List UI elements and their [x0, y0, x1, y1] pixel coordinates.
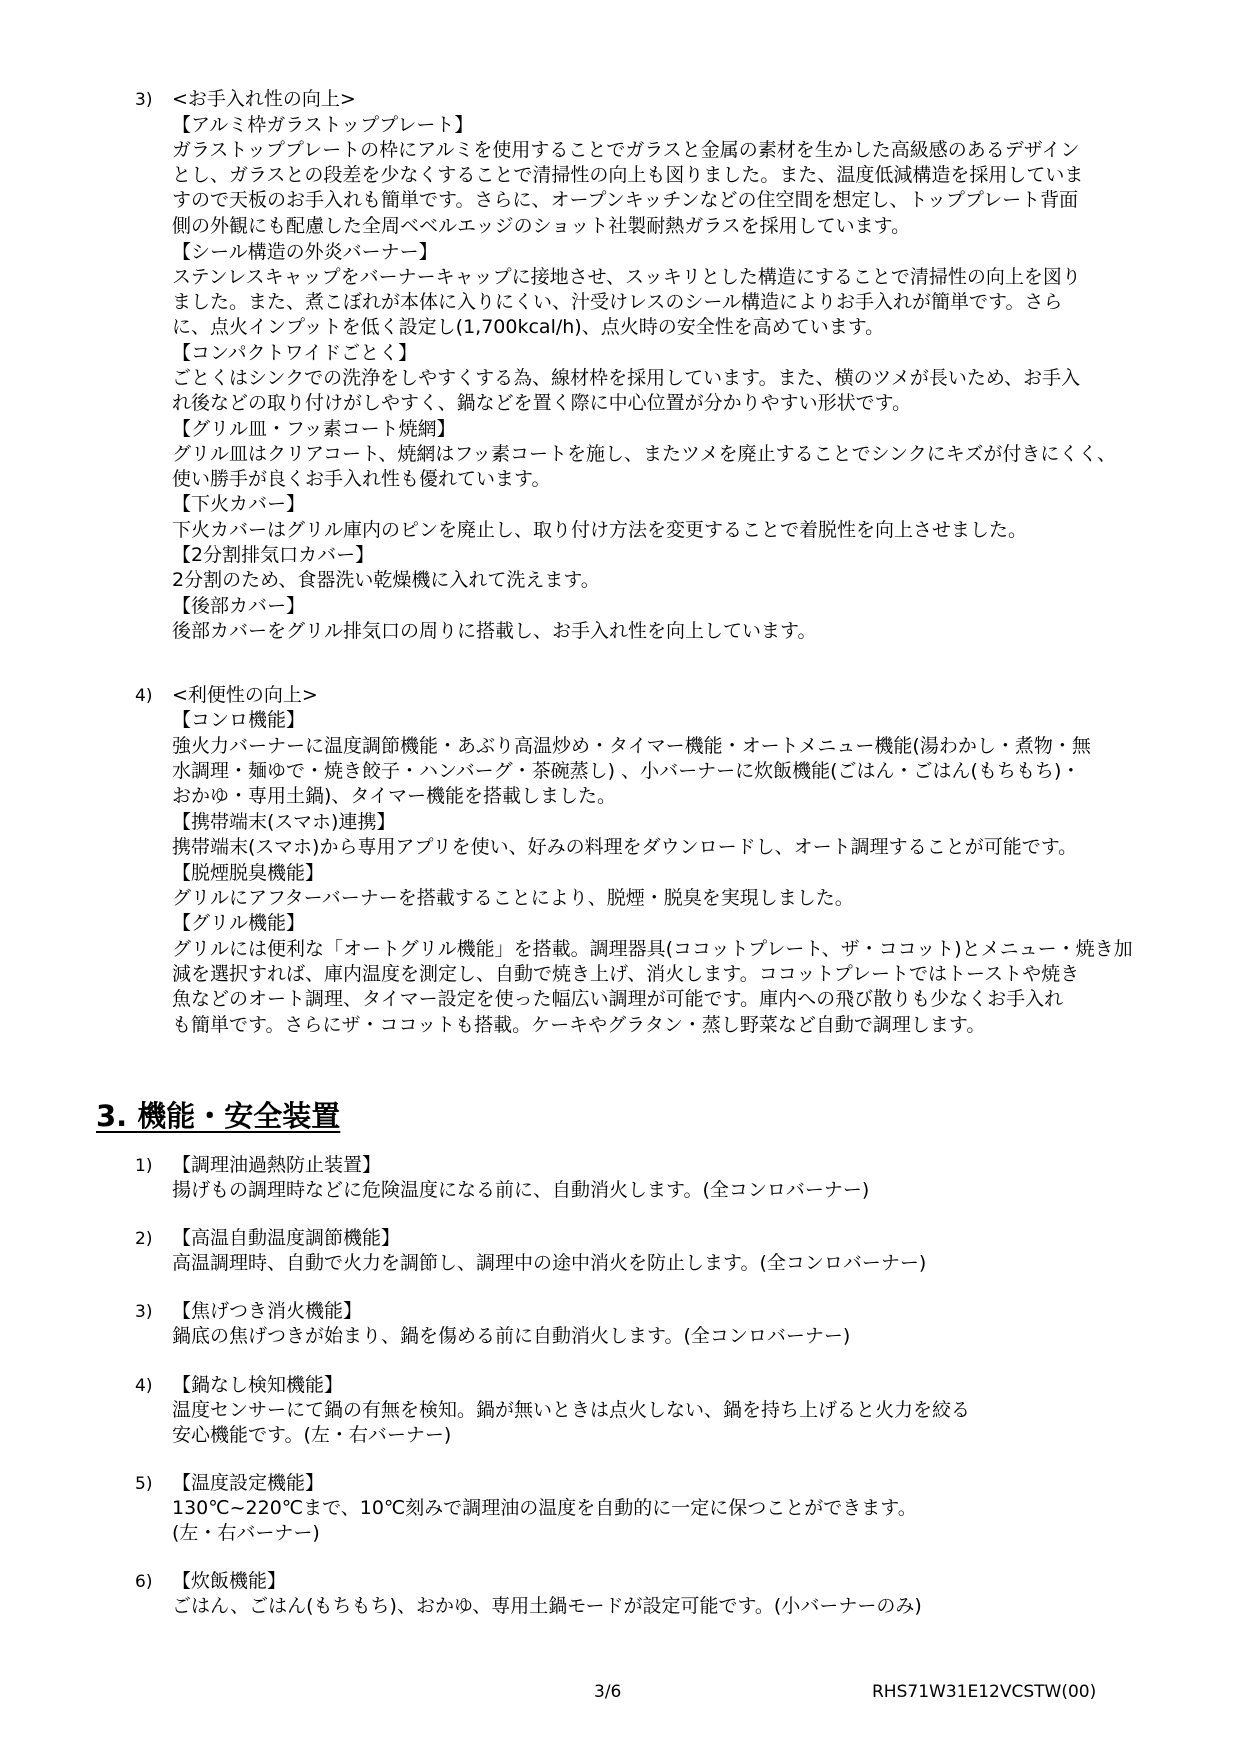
text-line: ました。また、煮こぼれが本体に入りにくい、汁受けレスのシール構造によりお手入れが簡単です。さら: [172, 291, 1063, 314]
feature-title: 【温度設定機能】: [172, 1472, 325, 1494]
text-line: 安心機能です。(左・右バーナー): [172, 1424, 452, 1447]
text-line: ごとくはシンクでの洗浄をしやすくする為、線材枠を採用しています。また、横のツメが長いため、お手入: [172, 367, 1081, 389]
text-line: 携帯端末(スマホ)から専用アプリを使い、好みの料理をダウンロードし、オート調理することが可能です。: [172, 836, 1078, 858]
text-line: グリル皿はクリアコート、焼網はフッ素コートを施し、またツメを廃止することでシンクにキズが付きにくく、: [172, 443, 1117, 465]
document-code: RHS71W31E12VCSTW(00): [872, 1682, 1097, 1702]
subheading: 【グリル皿・フッ素コート焼網】: [172, 418, 456, 440]
text-line: 2分割のため、食器洗い乾燥機に入れて洗えます。: [172, 569, 600, 591]
text-line: 魚などのオート調理、タイマー設定を使った幅広い調理が可能です。庫内への飛び散りも少なくお手入れ: [172, 988, 1064, 1011]
paragraph: [172, 1398, 1182, 1448]
item-number: 5): [135, 1474, 153, 1494]
text-line: とし、ガラスとの段差を少なくすることで清掃性の向上も図りました。また、温度低減構造を採用していま: [172, 164, 1084, 187]
feature-title: 【高温自動温度調節機能】: [172, 1227, 401, 1249]
paragraph: [172, 138, 1182, 239]
text-line: に、点火インプットを低く設定し(1,700kcal/h)、点火時の安全性を高めています。: [172, 316, 885, 339]
text-line: も簡単です。さらにザ・ココットも搭載。ケーキやグラタン・蒸し野菜など自動で調理します。: [172, 1013, 986, 1036]
paragraph: [172, 1324, 1182, 1349]
paragraph: [172, 1594, 1182, 1619]
feature-title: 【焦げつき消火機能】: [172, 1300, 363, 1322]
subheading: 【コンロ機能】: [172, 709, 306, 731]
text-line: ガラストッププレートの枠にアルミを使用することでガラスと金属の素材を生かした高級感のあるデザイン: [172, 139, 1080, 161]
item-number: 3): [135, 90, 153, 110]
text-line: 使い勝手が良くお手入れ性も優れています。: [172, 468, 551, 491]
subheading: 【シール構造の外炎バーナー】: [172, 241, 438, 263]
item-number: 1): [135, 1156, 153, 1176]
paragraph: [172, 518, 1182, 543]
text-line: 下火カバーはグリル庫内のピンを廃止し、取り付け方法を変更することで着脱性を向上させました。: [172, 519, 1028, 541]
paragraph: [172, 1251, 1182, 1276]
paragraph: [172, 1178, 1182, 1203]
paragraph: [172, 937, 1182, 1038]
item-number: 3): [135, 1302, 153, 1322]
item-number: 6): [135, 1572, 153, 1592]
paragraph: [172, 734, 1182, 810]
subheading: 【コンパクトワイドごとく】: [172, 342, 418, 364]
feature-title: 【鍋なし検知機能】: [172, 1374, 344, 1396]
text-line: 温度センサーにて鍋の有無を検知。鍋が無いときは点火しない、鍋を持ち上げると火力を絞る: [172, 1399, 971, 1421]
text-line: グリルには便利な「オートグリル機能」を搭載。調理器具(ココットプレート、ザ・ココット)とメニュー・焼き加: [172, 938, 1133, 960]
paragraph: [172, 442, 1182, 492]
section-heading: 3. 機能・安全装置: [96, 1099, 341, 1133]
subheading: 【後部カバー】: [172, 595, 306, 617]
section-title: <利便性の向上>: [172, 684, 318, 706]
text-line: ごはん、ごはん(もちもち)、おかゆ、専用土鍋モードが設定可能です。(小バーナーのみ): [172, 1595, 922, 1617]
paragraph: [172, 568, 1182, 593]
text-line: おかゆ・専用土鍋)、タイマー機能を搭載しました。: [172, 785, 617, 808]
text-line: 高温調理時、自動で火力を調節し、調理中の途中消火を防止します。(全コンロバーナー): [172, 1252, 927, 1274]
text-line: 130℃~220℃まで、10℃刻みで調理油の温度を自動的に一定に保つことができます。: [172, 1497, 917, 1519]
section-title: <お手入れ性の向上>: [172, 88, 356, 110]
text-line: 水調理・麺ゆで・焼き餃子・ハンバーグ・茶碗蒸し) 、小バーナーに炊飯機能(ごはん・ごはん(もちもち)・: [172, 760, 1081, 783]
text-line: 揚げもの調理時などに危険温度になる前に、自動消火します。(全コンロバーナー): [172, 1179, 870, 1201]
text-line: 側の外観にも配慮した全周ベベルエッジのショット社製耐熱ガラスを採用しています。: [172, 214, 911, 237]
text-line: れ後などの取り付けがしやすく、鍋などを置く際に中心位置が分かりやすい形状です。: [172, 392, 912, 415]
text-line: 後部カバーをグリル排気口の周りに搭載し、お手入れ性を向上しています。: [172, 620, 817, 642]
feature-title: 【調理油過熱防止装置】: [172, 1154, 382, 1176]
text-line: すので天板のお手入れも簡単です。さらに、オープンキッチンなどの住空間を想定し、トッププレート背面: [172, 189, 1079, 212]
text-line: 鍋底の焦げつきが始まり、鍋を傷める前に自動消火します。(全コンロバーナー): [172, 1325, 851, 1347]
paragraph: [172, 886, 1182, 911]
feature-title: 【炊飯機能】: [172, 1570, 287, 1592]
text-line: 強火力バーナーに温度調節機能・あぶり高温炒め・タイマー機能・オートメニュー機能(湯わかし・煮物・無: [172, 735, 1091, 757]
text-line: グリルにアフターバーナーを搭載することにより、脱煙・脱臭を実現しました。: [172, 887, 854, 909]
subheading: 【下火カバー】: [172, 493, 306, 515]
paragraph: [172, 1496, 1182, 1546]
subheading: 【脱煙脱臭機能】: [172, 862, 325, 884]
item-number: 2): [135, 1229, 153, 1249]
subheading: 【グリル機能】: [172, 912, 306, 934]
paragraph: [172, 366, 1182, 416]
text-line: 減を選択すれば、庫内温度を測定し、自動で焼き上げ、消火します。ココットプレートではトーストや焼き: [172, 963, 1080, 986]
paragraph: [172, 619, 1182, 644]
paragraph: [172, 835, 1182, 860]
subheading: 【2分割排気口カバー】: [172, 544, 375, 566]
subheading: 【アルミ枠ガラストッププレート】: [172, 114, 474, 136]
subheading: 【携帯端末(スマホ)連携】: [172, 811, 396, 833]
text-line: (左・右バーナー): [172, 1522, 320, 1545]
page-number: 3/6: [594, 1682, 622, 1702]
item-number: 4): [135, 1376, 153, 1396]
item-number: 4): [135, 686, 153, 706]
paragraph: [172, 265, 1182, 341]
text-line: ステンレスキャップをバーナーキャップに接地させ、スッキリとした構造にすることで清掃性の向上を図り: [172, 266, 1081, 288]
